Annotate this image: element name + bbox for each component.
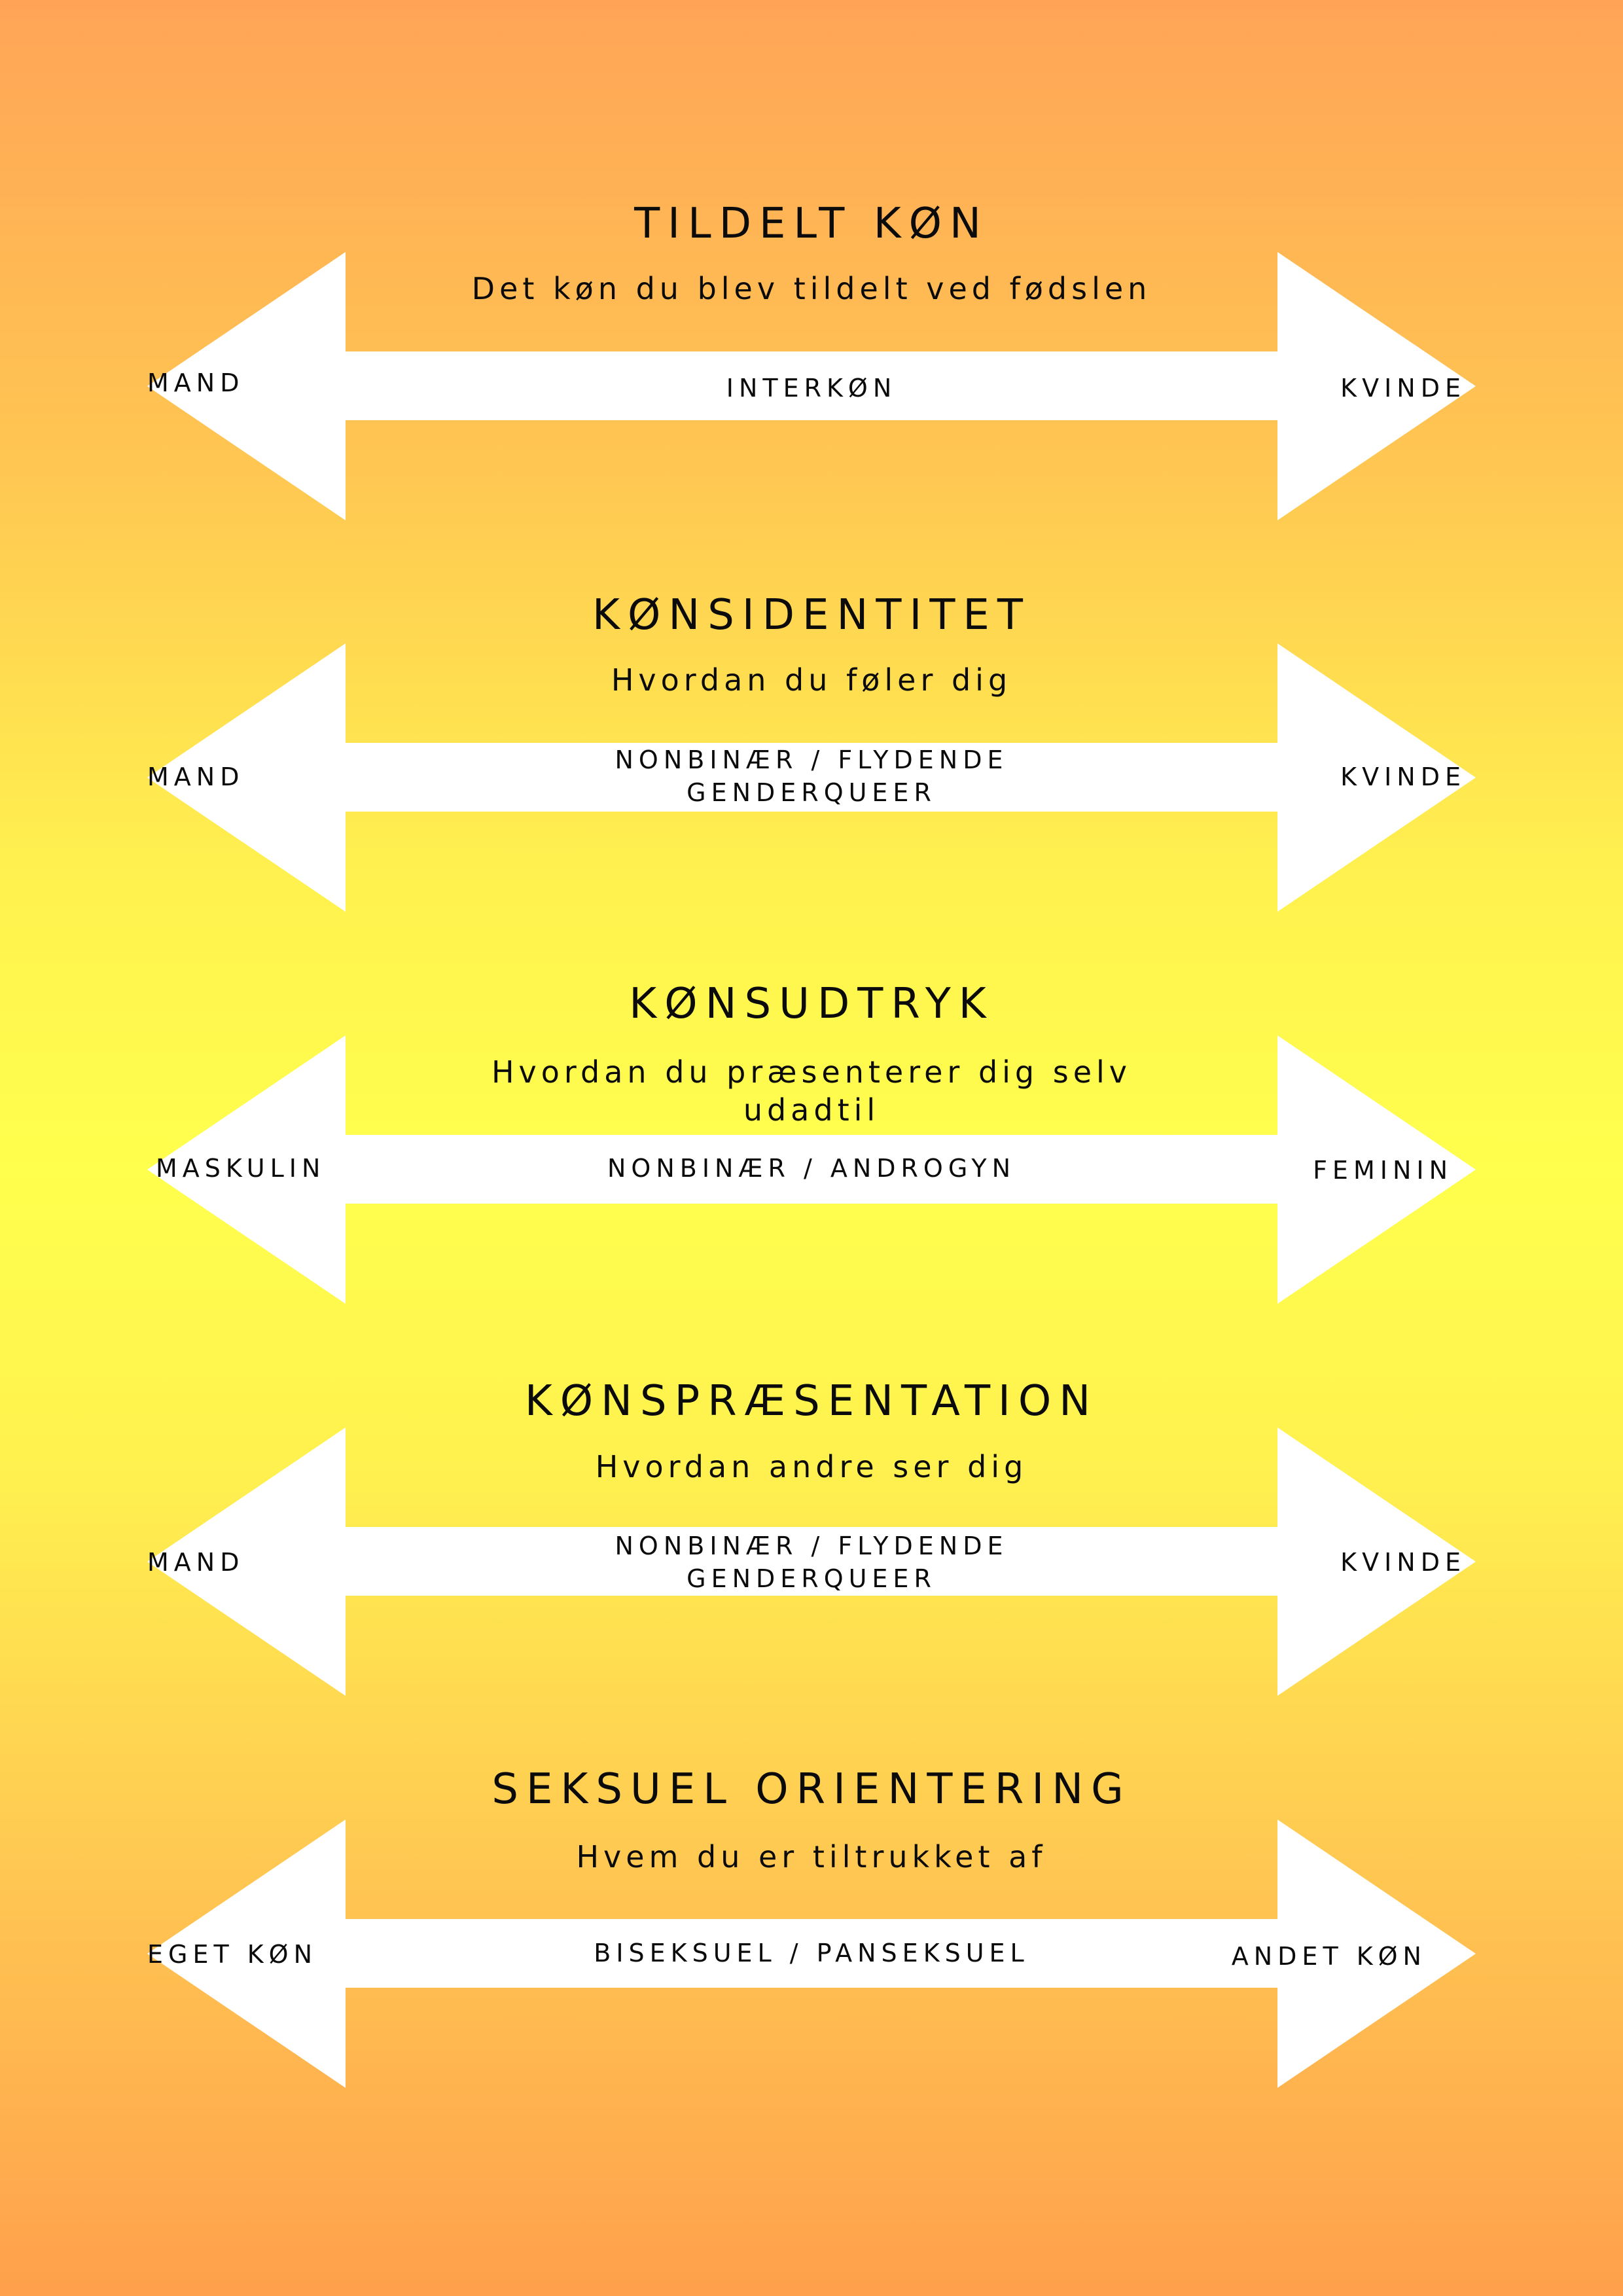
spectrum-center-label: NONBINÆR / FLYDENDE GENDERQUEER bbox=[615, 1532, 1008, 1593]
spectrum-left-label: EGET KØN bbox=[147, 1940, 318, 1969]
spectrum-right-label: KVINDE bbox=[1340, 1548, 1466, 1577]
spectrum-right-label: KVINDE bbox=[1340, 374, 1466, 403]
spectrum-center-label: NONBINÆR / FLYDENDE GENDERQUEER bbox=[615, 745, 1008, 807]
spectrum-left-label: MAND bbox=[147, 368, 245, 397]
section-seksuel-orientering bbox=[0, 1765, 1623, 2091]
section-title: KØNSUDTRYK bbox=[629, 980, 994, 1028]
spectrum-left-label: MAND bbox=[147, 1548, 245, 1577]
spectrum-center-label: NONBINÆR / ANDROGYN bbox=[607, 1154, 1016, 1183]
section-subtitle: Hvordan du præsenterer dig selv udadtil bbox=[491, 1054, 1132, 1128]
spectrum-center-label: INTERKØN bbox=[726, 374, 897, 403]
section-title: SEKSUEL ORIENTERING bbox=[491, 1765, 1132, 1814]
section-title: KØNSIDENTITET bbox=[592, 591, 1031, 639]
section-koensidentitet bbox=[0, 591, 1623, 915]
section-title: KØNSPRÆSENTATION bbox=[524, 1377, 1099, 1426]
spectrum-right-label: FEMININ bbox=[1313, 1156, 1453, 1185]
section-subtitle: Det køn du blev tildelt ved fødslen bbox=[471, 271, 1152, 306]
spectrum-left-label: MASKULIN bbox=[156, 1154, 326, 1183]
section-title: TILDELT KØN bbox=[634, 200, 989, 248]
section-subtitle: Hvordan du føler dig bbox=[611, 662, 1012, 698]
spectrum-right-label: KVINDE bbox=[1340, 762, 1466, 791]
spectrum-right-label: ANDET KØN bbox=[1231, 1942, 1427, 1971]
section-koenspraesentation bbox=[0, 1377, 1623, 1699]
spectrum-left-label: MAND bbox=[147, 762, 245, 791]
spectrum-center-label: BISEKSUEL / PANSEKSUEL bbox=[594, 1939, 1029, 1967]
section-tildelt-koen bbox=[0, 200, 1623, 524]
section-subtitle: Hvordan andre ser dig bbox=[595, 1449, 1028, 1484]
section-subtitle: Hvem du er tiltrukket af bbox=[576, 1839, 1047, 1874]
section-koensudtryk bbox=[0, 980, 1623, 1307]
